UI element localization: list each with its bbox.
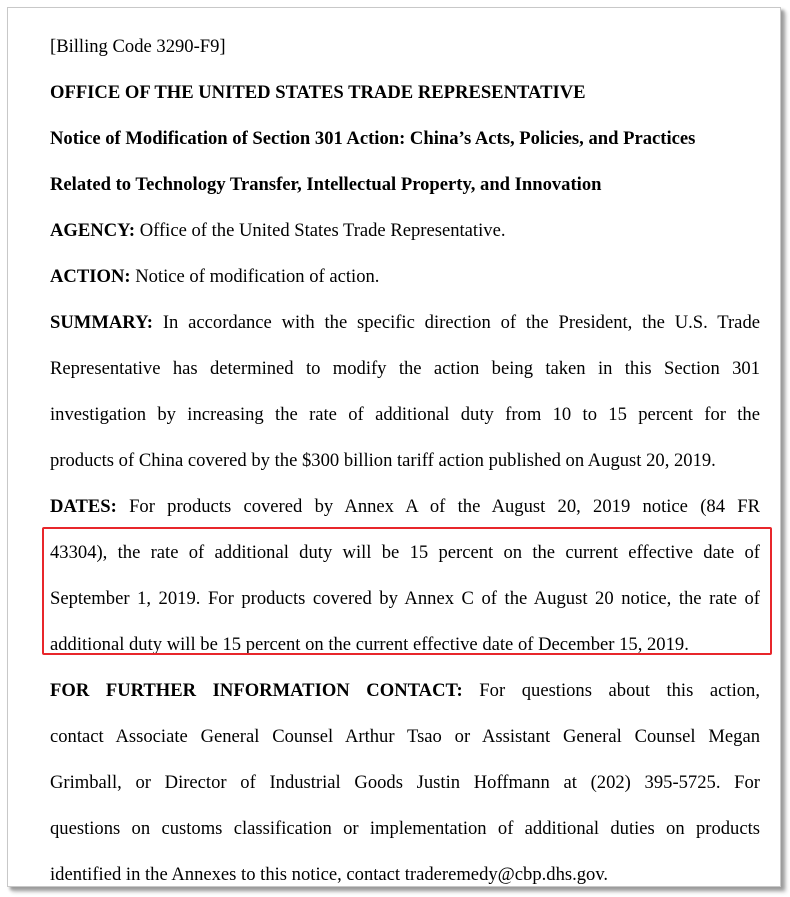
contact-line-2: contact Associate General Counsel Arthur Tsao or Assistant General Counsel Megan: [50, 726, 760, 747]
notice-title-line-2: Related to Technology Transfer, Intellectual Property, and Innovation: [50, 174, 602, 195]
contact-label: FOR FURTHER INFORMATION CONTACT:: [50, 680, 463, 701]
dates-line-2: 43304), the rate of additional duty will be 15 percent on the current effective date of: [50, 542, 760, 563]
dates-line-3: September 1, 2019. For products covered by Annex C of the August 20 notice, the rate of: [50, 588, 760, 609]
contact-line-5: identified in the Annexes to this notice, contact traderemedy@cbp.dhs.gov.: [50, 864, 609, 885]
agency-paragraph: [50, 220, 505, 242]
document-page: [7, 7, 781, 887]
dates-label: DATES:: [50, 496, 117, 517]
billing-code: [Billing Code 3290-F9]: [50, 36, 226, 57]
red-highlight-box: [42, 527, 772, 655]
summary-text-1: In accordance with the specific direction of the President, the U.S. Trade: [152, 312, 760, 333]
notice-title-line-1: Notice of Modification of Section 301 Action: China’s Acts, Policies, and Practices: [50, 128, 696, 149]
summary-line-4: products of China covered by the $300 billion tariff action published on August 20, 2019.: [50, 450, 716, 471]
agency-label: AGENCY:: [50, 220, 136, 241]
summary-line-3: investigation by increasing the rate of additional duty from 10 to 15 percent for the: [50, 404, 760, 425]
dates-line-1: [50, 496, 760, 518]
summary-label: SUMMARY:: [50, 312, 153, 333]
action-text: Notice of modification of action.: [130, 266, 380, 287]
contact-line-1: [50, 680, 760, 702]
dates-text-1: For products covered by Annex A of the August 20, 2019 notice (84 FR: [116, 496, 760, 517]
contact-line-4: questions on customs classification or implementation of additional duties on products: [50, 818, 760, 839]
contact-text-1: For questions about this action,: [462, 680, 760, 701]
contact-line-3: Grimball, or Director of Industrial Goods Justin Hoffmann at (202) 395-5725. For: [50, 772, 760, 793]
office-heading: OFFICE OF THE UNITED STATES TRADE REPRESENTATIVE: [50, 82, 586, 103]
agency-text: Office of the United States Trade Representative.: [135, 220, 506, 241]
summary-line-1: [50, 312, 760, 334]
action-label: ACTION:: [50, 266, 131, 287]
action-paragraph: [50, 266, 379, 288]
summary-line-2: Representative has determined to modify the action being taken in this Section 301: [50, 358, 760, 379]
dates-line-4: additional duty will be 15 percent on the current effective date of December 15, 2019.: [50, 634, 689, 655]
